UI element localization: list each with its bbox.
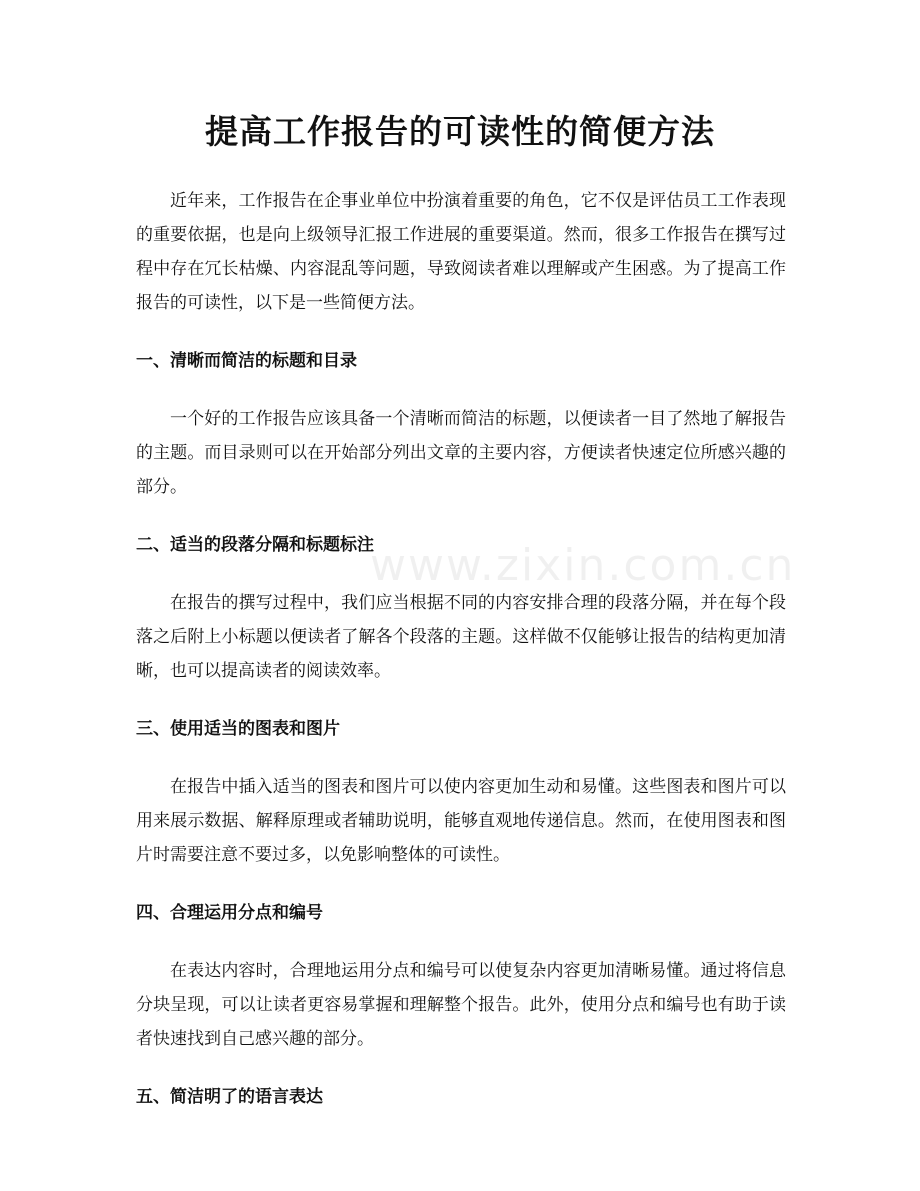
document-body [136,184,786,1114]
section-2-heading: 二、适当的段落分隔和标题标注 [136,535,374,555]
intro-paragraph: 近年来，工作报告在企事业单位中扮演着重要的角色，它不仅是评估员工工作表现的重要依据，也是向上级领导汇报工作进展的重要渠道。然而，很多工作报告在撰写过程中存在冗长枯燥、内容混乱等问题，导致阅读者难以理解或产生困惑。为了提高工作报告的可读性，以下是一些简便方法。 [136,191,786,313]
document-title: 提高工作报告的可读性的简便方法 [205,112,715,151]
section-5-heading: 五、简洁明了的语言表达 [136,1087,323,1107]
section-1-heading: 一、清晰而简洁的标题和目录 [136,351,357,371]
section-3-heading: 三、使用适当的图表和图片 [136,719,340,739]
section-4-paragraph: 在表达内容时，合理地运用分点和编号可以使复杂内容更加清晰易懂。通过将信息分块呈现，可以让读者更容易掌握和理解整个报告。此外，使用分点和编号也有助于读者快速找到自己感兴趣的部分。 [136,961,786,1049]
section-3-paragraph: 在报告中插入适当的图表和图片可以使内容更加生动和易懂。这些图表和图片可以用来展示数据、解释原理或者辅助说明，能够直观地传递信息。然而，在使用图表和图片时需要注意不要过多，以免影响整体的可读性。 [136,777,786,865]
section-1-paragraph: 一个好的工作报告应该具备一个清晰而简洁的标题，以便读者一目了然地了解报告的主题。而目录则可以在开始部分列出文章的主要内容，方便读者快速定位所感兴趣的部分。 [136,409,786,497]
section-4-heading: 四、合理运用分点和编号 [136,903,323,923]
section-2-paragraph: 在报告的撰写过程中，我们应当根据不同的内容安排合理的段落分隔，并在每个段落之后附上小标题以便读者了解各个段落的主题。这样做不仅能够让报告的结构更加清晰，也可以提高读者的阅读效率。 [136,593,786,681]
watermark: www.zixin.com.cn [370,540,796,591]
